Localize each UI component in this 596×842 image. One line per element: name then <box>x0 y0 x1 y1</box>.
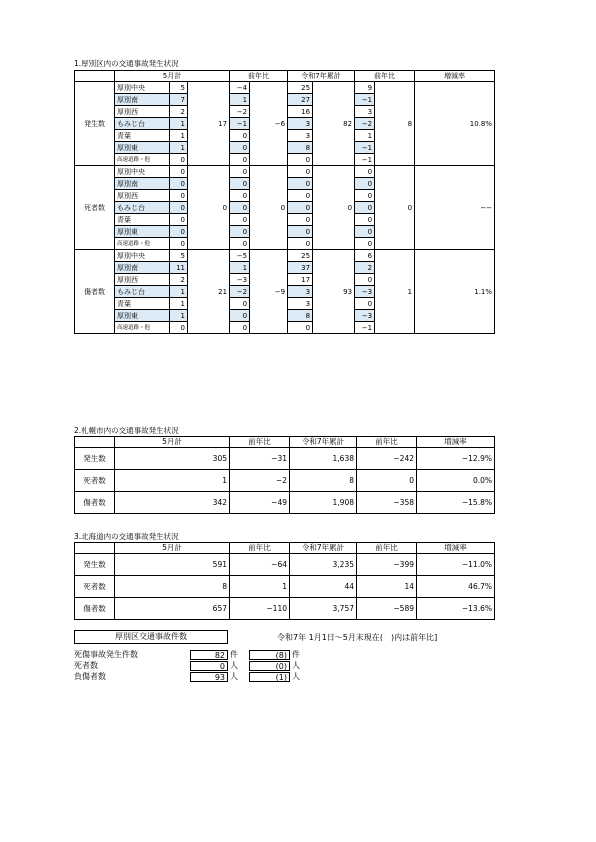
month-diff-value: 0 <box>230 154 250 166</box>
summary-unit: 人 <box>230 672 238 681</box>
cum-value: 3 <box>288 118 313 130</box>
cum-diff-value: 3 <box>355 106 375 118</box>
cum-value: 3,235 <box>290 554 357 576</box>
cum-diff-value: 14 <box>357 576 417 598</box>
summary-label: 負傷者数 <box>74 672 106 681</box>
header-rate: 増減率 <box>417 437 495 448</box>
area-name: 厚別中央 <box>115 82 170 94</box>
rate-value: 1.1% <box>415 250 495 334</box>
section2-title: 2.札幌市内の交通事故発生状況 <box>74 426 179 435</box>
header-month: 5月計 <box>115 71 230 82</box>
header-month-diff: 前年比 <box>230 71 288 82</box>
area-name: 青葉 <box>115 130 170 142</box>
cum-value: 0 <box>288 322 313 334</box>
cum-value: 44 <box>290 576 357 598</box>
header-cum-diff: 前年比 <box>357 437 417 448</box>
month-diff-value: 0 <box>230 178 250 190</box>
cum-value: 0 <box>288 226 313 238</box>
rate-value: 0.0% <box>417 470 495 492</box>
month-diff-value: 0 <box>230 238 250 250</box>
area-name: 厚別西 <box>115 274 170 286</box>
month-value: 0 <box>170 190 188 202</box>
cum-value: 3,757 <box>290 598 357 620</box>
month-value: 1 <box>170 130 188 142</box>
summary-prev: (0) <box>249 661 290 671</box>
group-label: 発生数 <box>75 82 115 166</box>
rate-value: −13.6% <box>417 598 495 620</box>
area-name: 厚別東 <box>115 142 170 154</box>
cum-value: 0 <box>288 154 313 166</box>
month-value: 591 <box>115 554 230 576</box>
cum-diff-value: −1 <box>355 154 375 166</box>
hokkaido-table <box>74 542 495 620</box>
month-diff-value: 0 <box>230 298 250 310</box>
rate-value: −12.9% <box>417 448 495 470</box>
cum-diff-value: 0 <box>355 166 375 178</box>
cum-diff-value: 0 <box>355 190 375 202</box>
cum-diff-value: 2 <box>355 262 375 274</box>
cum-diff-value: 1 <box>355 130 375 142</box>
month-diff-value: −5 <box>230 250 250 262</box>
cum-diff-value: 0 <box>355 226 375 238</box>
area-name: 厚別南 <box>115 262 170 274</box>
cum-diff-value: −358 <box>357 492 417 514</box>
month-value: 11 <box>170 262 188 274</box>
cum-diff-value: 0 <box>355 238 375 250</box>
month-diff-value: −2 <box>230 470 290 492</box>
cum-value: 27 <box>288 94 313 106</box>
cum-value: 25 <box>288 250 313 262</box>
row-label: 発生数 <box>75 554 115 576</box>
month-diff-value: 0 <box>230 142 250 154</box>
header-month-diff: 前年比 <box>230 437 290 448</box>
row-label: 傷者数 <box>75 492 115 514</box>
header-month-diff: 前年比 <box>230 543 290 554</box>
cum-diff-total: 0 <box>375 166 415 250</box>
cum-diff-value: 0 <box>355 202 375 214</box>
header-month: 5月計 <box>115 437 230 448</box>
cum-diff-total: 1 <box>375 250 415 334</box>
month-value: 342 <box>115 492 230 514</box>
month-diff-value: 0 <box>230 310 250 322</box>
summary-title: 厚別区交通事故件数 <box>74 630 228 644</box>
month-diff-value: 0 <box>230 166 250 178</box>
month-diff-total: 0 <box>250 166 288 250</box>
area-name: 厚別南 <box>115 94 170 106</box>
cum-value: 17 <box>288 274 313 286</box>
rate-value: −15.8% <box>417 492 495 514</box>
header-rate: 増減率 <box>415 71 495 82</box>
cum-total: 93 <box>313 250 355 334</box>
month-diff-value: 0 <box>230 202 250 214</box>
month-value: 0 <box>170 202 188 214</box>
header-cum-diff: 前年比 <box>355 71 415 82</box>
month-diff-value: −2 <box>230 106 250 118</box>
header-cumulative: 令和7年累計 <box>290 543 357 554</box>
cum-diff-value: 0 <box>355 274 375 286</box>
summary-label: 死者数 <box>74 661 98 670</box>
area-name: 厚別中央 <box>115 250 170 262</box>
summary-date-note: 令和7年 1月1日～5月末現在( )内は前年比] <box>277 633 438 642</box>
area-name: 高速道路・他 <box>115 322 170 334</box>
header-cum-diff: 前年比 <box>357 543 417 554</box>
month-value: 1 <box>170 310 188 322</box>
header-rate: 増減率 <box>417 543 495 554</box>
row-label: 死者数 <box>75 470 115 492</box>
month-value: 0 <box>170 154 188 166</box>
month-value: 8 <box>115 576 230 598</box>
cum-value: 3 <box>288 298 313 310</box>
month-diff-value: 0 <box>230 190 250 202</box>
month-value: 0 <box>170 166 188 178</box>
month-total: 0 <box>188 166 230 250</box>
cum-diff-value: 6 <box>355 250 375 262</box>
month-diff-value: −64 <box>230 554 290 576</box>
month-value: 0 <box>170 322 188 334</box>
month-diff-value: 0 <box>230 322 250 334</box>
area-name: 高速道路・他 <box>115 238 170 250</box>
cum-diff-value: −2 <box>355 118 375 130</box>
cum-value: 25 <box>288 82 313 94</box>
month-diff-value: −110 <box>230 598 290 620</box>
month-diff-value: −31 <box>230 448 290 470</box>
month-diff-value: 0 <box>230 214 250 226</box>
cum-value: 0 <box>288 166 313 178</box>
cum-value: 1,908 <box>290 492 357 514</box>
header-cumulative: 令和7年累計 <box>288 71 355 82</box>
rate-value: −11.0% <box>417 554 495 576</box>
month-value: 2 <box>170 274 188 286</box>
cum-diff-value: −3 <box>355 286 375 298</box>
cum-value: 0 <box>288 238 313 250</box>
month-value: 305 <box>115 448 230 470</box>
cum-value: 8 <box>288 310 313 322</box>
sapporo-table <box>74 436 495 514</box>
header-blank <box>75 437 115 448</box>
summary-label: 死傷事故発生件数 <box>74 650 138 659</box>
area-name: 厚別西 <box>115 190 170 202</box>
group-label: 傷者数 <box>75 250 115 334</box>
month-value: 0 <box>170 238 188 250</box>
area-name: もみじ台 <box>115 118 170 130</box>
cum-value: 8 <box>288 142 313 154</box>
month-value: 1 <box>170 118 188 130</box>
month-diff-value: 1 <box>230 262 250 274</box>
summary-prev: (8) <box>249 650 290 660</box>
month-value: 1 <box>170 142 188 154</box>
area-name: 厚別西 <box>115 106 170 118</box>
summary-value: 93 <box>190 672 228 682</box>
cum-diff-value: −589 <box>357 598 417 620</box>
cum-diff-total: 8 <box>375 82 415 166</box>
month-total: 17 <box>188 82 230 166</box>
header-blank <box>75 71 115 82</box>
month-diff-value: −3 <box>230 274 250 286</box>
summary-prev-unit: 人 <box>292 672 300 681</box>
month-value: 0 <box>170 178 188 190</box>
cum-value: 3 <box>288 286 313 298</box>
month-value: 0 <box>170 214 188 226</box>
cum-diff-value: 0 <box>357 470 417 492</box>
summary-prev-unit: 件 <box>292 650 300 659</box>
cum-diff-value: −1 <box>355 142 375 154</box>
cum-value: 37 <box>288 262 313 274</box>
row-label: 発生数 <box>75 448 115 470</box>
row-label: 死者数 <box>75 576 115 598</box>
area-name: 厚別東 <box>115 310 170 322</box>
atsubetsu-table <box>74 70 495 334</box>
month-value: 657 <box>115 598 230 620</box>
cum-value: 1,638 <box>290 448 357 470</box>
cum-value: 8 <box>290 470 357 492</box>
cum-total: 0 <box>313 166 355 250</box>
month-diff-total: −9 <box>250 250 288 334</box>
cum-diff-value: 0 <box>355 298 375 310</box>
group-label: 死者数 <box>75 166 115 250</box>
cum-diff-value: −1 <box>355 322 375 334</box>
header-blank <box>75 543 115 554</box>
rate-value: 46.7% <box>417 576 495 598</box>
section1-title: 1.厚別区内の交通事故発生状況 <box>74 59 179 68</box>
month-diff-value: −1 <box>230 118 250 130</box>
month-value: 1 <box>170 298 188 310</box>
area-name: 青葉 <box>115 298 170 310</box>
month-diff-value: −49 <box>230 492 290 514</box>
month-value: 1 <box>170 286 188 298</box>
area-name: 厚別東 <box>115 226 170 238</box>
month-diff-value: 1 <box>230 576 290 598</box>
month-diff-value: 1 <box>230 94 250 106</box>
month-value: 1 <box>115 470 230 492</box>
summary-value: 0 <box>190 661 228 671</box>
header-month: 5月計 <box>115 543 230 554</box>
cum-diff-value: 0 <box>355 214 375 226</box>
month-total: 21 <box>188 250 230 334</box>
rate-value: −− <box>415 166 495 250</box>
month-diff-total: −6 <box>250 82 288 166</box>
cum-value: 16 <box>288 106 313 118</box>
summary-prev: (1) <box>249 672 290 682</box>
cum-diff-value: −1 <box>355 94 375 106</box>
month-diff-value: −2 <box>230 286 250 298</box>
cum-value: 0 <box>288 190 313 202</box>
month-value: 7 <box>170 94 188 106</box>
month-value: 5 <box>170 82 188 94</box>
area-name: 青葉 <box>115 214 170 226</box>
cum-value: 3 <box>288 130 313 142</box>
header-cumulative: 令和7年累計 <box>290 437 357 448</box>
month-diff-value: −4 <box>230 82 250 94</box>
cum-value: 0 <box>288 202 313 214</box>
area-name: もみじ台 <box>115 202 170 214</box>
cum-value: 0 <box>288 178 313 190</box>
area-name: 厚別南 <box>115 178 170 190</box>
rate-value: 10.8% <box>415 82 495 166</box>
cum-total: 82 <box>313 82 355 166</box>
cum-diff-value: 9 <box>355 82 375 94</box>
area-name: もみじ台 <box>115 286 170 298</box>
month-value: 2 <box>170 106 188 118</box>
summary-value: 82 <box>190 650 228 660</box>
area-name: 高速道路・他 <box>115 154 170 166</box>
month-value: 0 <box>170 226 188 238</box>
section3-title: 3.北海道内の交通事故発生状況 <box>74 532 179 541</box>
summary-unit: 人 <box>230 661 238 670</box>
month-diff-value: 0 <box>230 226 250 238</box>
cum-value: 0 <box>288 214 313 226</box>
area-name: 厚別中央 <box>115 166 170 178</box>
cum-diff-value: −242 <box>357 448 417 470</box>
month-value: 5 <box>170 250 188 262</box>
cum-diff-value: −399 <box>357 554 417 576</box>
summary-prev-unit: 人 <box>292 661 300 670</box>
cum-diff-value: −3 <box>355 310 375 322</box>
month-diff-value: 0 <box>230 130 250 142</box>
cum-diff-value: 0 <box>355 178 375 190</box>
row-label: 傷者数 <box>75 598 115 620</box>
summary-unit: 件 <box>230 650 238 659</box>
